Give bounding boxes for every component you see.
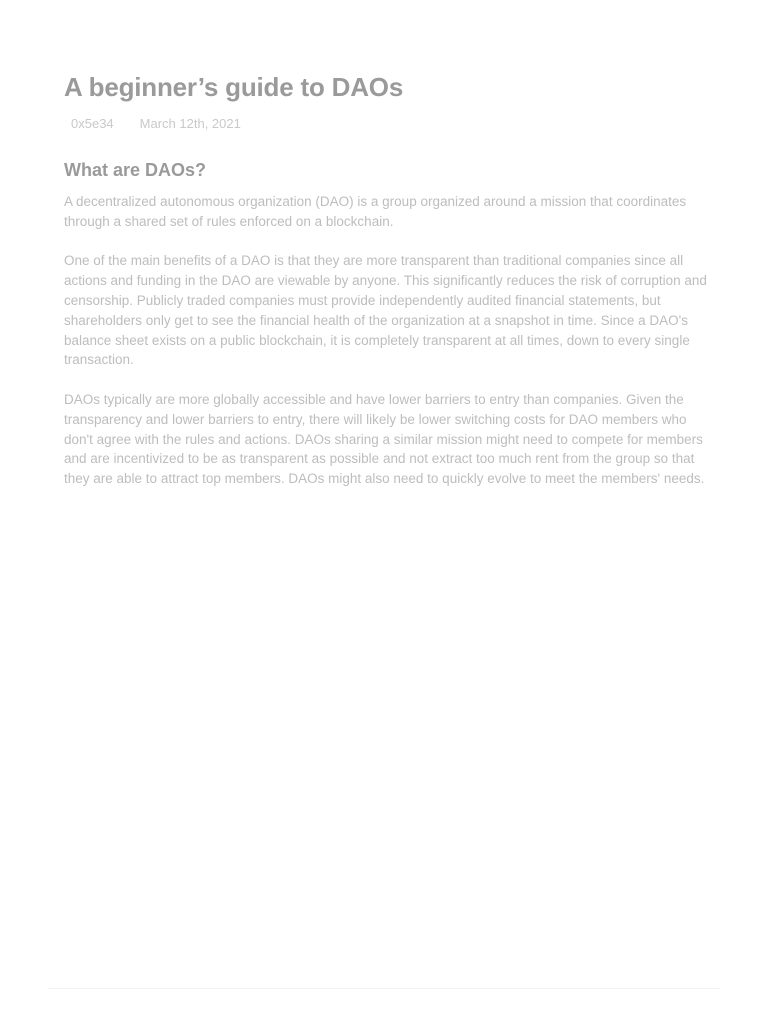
publish-date: March 12th, 2021 (139, 116, 241, 131)
paragraph-intro: A decentralized autonomous organization (DAO) is a group organized around a mission that coordinates through a shared set of rules enforced on a blockchain. (64, 194, 687, 229)
article-meta (64, 115, 712, 133)
author-address[interactable]: 0x5e34 (71, 116, 114, 131)
article-body (64, 192, 712, 489)
article (64, 70, 712, 509)
footer-divider (48, 988, 720, 989)
article-title: A beginner’s guide to DAOs (64, 72, 404, 102)
paragraph-accessibility: DAOs typically are more globally accessible and have lower barriers to entry than companies. Given the transparency and lower barriers to entry, there will likely be lower switching costs for DAO members who don't agree with the rules and actions. DAOs sharing a similar mission might need to compete for members and are incentivized to be as transparent as possible and not extract too much rent from the group so that they are able to attract top members. DAOs might also need to quickly evolve to meet the members' needs. (64, 391, 705, 487)
section-heading: What are DAOs? (64, 160, 207, 180)
paragraph-transparency: One of the main benefits of a DAO is that they are more transparent than traditional companies since all actions and funding in the DAO are viewable by anyone. This significantly reduces the risk of corruption and censorship. Publicly traded companies must provide independently audited financial statements, but shareholders only get to see the financial health of the organization at a snapshot in time. Since a DAO's balance sheet exists on a public blockchain, it is completely transparent at all times, down to every single transaction. (64, 253, 707, 368)
